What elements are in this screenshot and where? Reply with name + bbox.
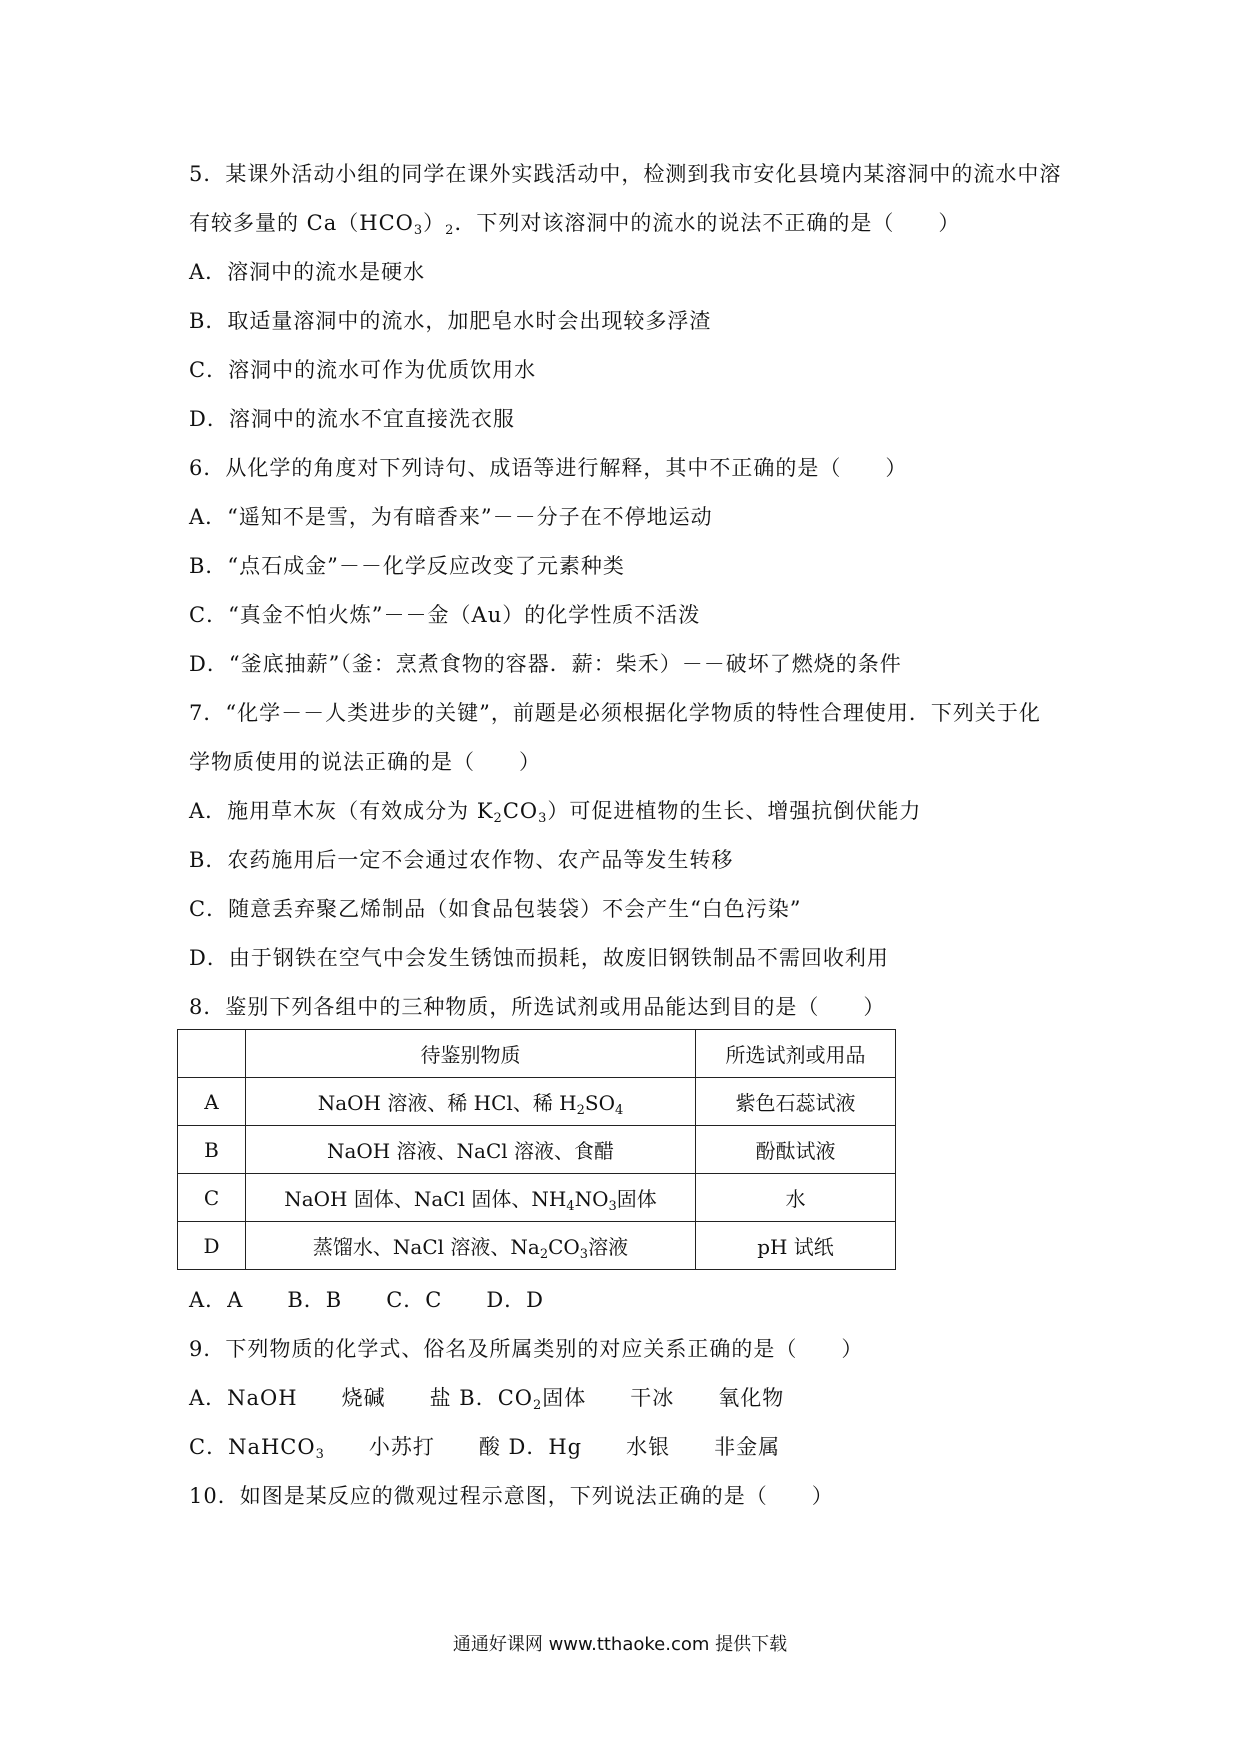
q7-option-a-mid: CO <box>502 799 539 823</box>
row-substances: NaOH 固体、NaCl 固体、$NH_4NO_3$固体 <box>246 1174 696 1222</box>
row-substances: NaOH 溶液、稀 HCl、稀 $H_2SO_4$ <box>246 1078 696 1126</box>
q9-options-line2 <box>189 1433 780 1461</box>
q6-option-d: D．“釜底抽薪”（釜：烹煮食物的容器．薪：柴禾）－－破坏了燃烧的条件 <box>189 652 902 676</box>
table-row <box>178 1174 896 1222</box>
row-reagent: pH 试纸 <box>696 1222 896 1270</box>
q9-line2-post: 小苏打 酸 D．Hg 水银 非金属 <box>324 1435 781 1459</box>
q8-options: A．A B．B C．C D．D <box>189 1288 545 1312</box>
q9-line1-subscript: 2 <box>532 1398 543 1413</box>
q5-stem-line2 <box>189 209 960 237</box>
q9-options-line1 <box>189 1384 784 1412</box>
q8-stem: 8．鉴别下列各组中的三种物质，所选试剂或用品能达到目的是（ ） <box>189 995 886 1019</box>
q7-subscript-2: 3 <box>538 811 548 826</box>
q9-stem: 9．下列物质的化学式、俗名及所属类别的对应关系正确的是（ ） <box>189 1337 864 1361</box>
row-substances: 蒸馏水、NaCl 溶液、$Na_2CO_3$溶液 <box>246 1222 696 1270</box>
row-reagent: 酚酞试液 <box>696 1126 896 1174</box>
table-row <box>178 1222 896 1270</box>
q5-subscript-1: 3 <box>413 223 424 238</box>
page-footer: 通通好课网 www.tthaoke.com 提供下载 <box>452 1634 788 1655</box>
q5-stem-line2-pre: 有较多量的 Ca（HCO <box>189 211 414 235</box>
row-reagent: 紫色石蕊试液 <box>696 1078 896 1126</box>
q7-subscript-1: 2 <box>493 811 503 826</box>
q9-line1-pre: A．NaOH 烧碱 盐 B．CO <box>189 1386 533 1410</box>
q9-line2-pre: C．NaHCO <box>189 1435 316 1459</box>
q5-subscript-2: 2 <box>445 223 455 238</box>
q7-option-a-post: ）可促进植物的生长、增强抗倒伏能力 <box>547 799 922 823</box>
row-label: B <box>178 1126 246 1174</box>
row-reagent: 水 <box>696 1174 896 1222</box>
q10-stem: 10．如图是某反应的微观过程示意图，下列说法正确的是（ ） <box>189 1484 834 1508</box>
row-label: A <box>178 1078 246 1126</box>
q6-option-c: C．“真金不怕火炼”－－金（Au）的化学性质不活泼 <box>189 603 701 627</box>
q6-option-a: A．“遥知不是雪，为有暗香来”－－分子在不停地运动 <box>189 505 713 529</box>
q6-stem: 6．从化学的角度对下列诗句、成语等进行解释，其中不正确的是（ ） <box>189 456 908 480</box>
q5-option-a: A．溶洞中的流水是硬水 <box>189 260 426 284</box>
q7-option-d: D．由于钢铁在空气中会发生锈蚀而损耗，故废旧钢铁制品不需回收利用 <box>189 946 889 970</box>
q8-table-header-row <box>178 1030 896 1078</box>
q6-option-b: B．“点石成金”－－化学反应改变了元素种类 <box>189 554 625 578</box>
q8-header-substances: 待鉴别物质 <box>246 1030 696 1078</box>
q7-stem-line1: 7．“化学－－人类进步的关键”，前题是必须根据化学物质的特性合理使用．下列关于化 <box>189 701 1041 725</box>
q7-option-b: B．农药施用后一定不会通过农作物、农产品等发生转移 <box>189 848 734 872</box>
q5-option-d: D．溶洞中的流水不宜直接洗衣服 <box>189 407 515 431</box>
q5-stem-line2-post: ．下列对该溶洞中的流水的说法不正确的是（ ） <box>454 211 961 235</box>
row-label: D <box>178 1222 246 1270</box>
table-row <box>178 1078 896 1126</box>
q5-option-b: B．取适量溶洞中的流水，加肥皂水时会出现较多浮渣 <box>189 309 712 333</box>
table-row <box>178 1126 896 1174</box>
q8-header-reagent: 所选试剂或用品 <box>696 1030 896 1078</box>
q7-option-a <box>189 797 921 825</box>
q8-header-cell-empty <box>178 1030 246 1078</box>
q7-option-a-pre: A．施用草木灰（有效成分为 K <box>189 799 494 823</box>
row-substances: NaOH 溶液、NaCl 溶液、食醋 <box>246 1126 696 1174</box>
q7-option-c: C．随意丢弃聚乙烯制品（如食品包装袋）不会产生“白色污染” <box>189 897 802 921</box>
q5-stem-line1: 5．某课外活动小组的同学在课外实践活动中，检测到我市安化县境内某溶洞中的流水中溶 <box>189 162 1062 186</box>
row-label: C <box>178 1174 246 1222</box>
q9-line1-post: 固体 干冰 氧化物 <box>542 1386 785 1410</box>
q5-option-c: C．溶洞中的流水可作为优质饮用水 <box>189 358 537 382</box>
q7-stem-line2: 学物质使用的说法正确的是（ ） <box>189 750 541 774</box>
q9-line2-subscript: 3 <box>315 1447 325 1462</box>
q5-stem-line2-mid: ） <box>423 211 446 235</box>
q8-table <box>177 1029 896 1270</box>
